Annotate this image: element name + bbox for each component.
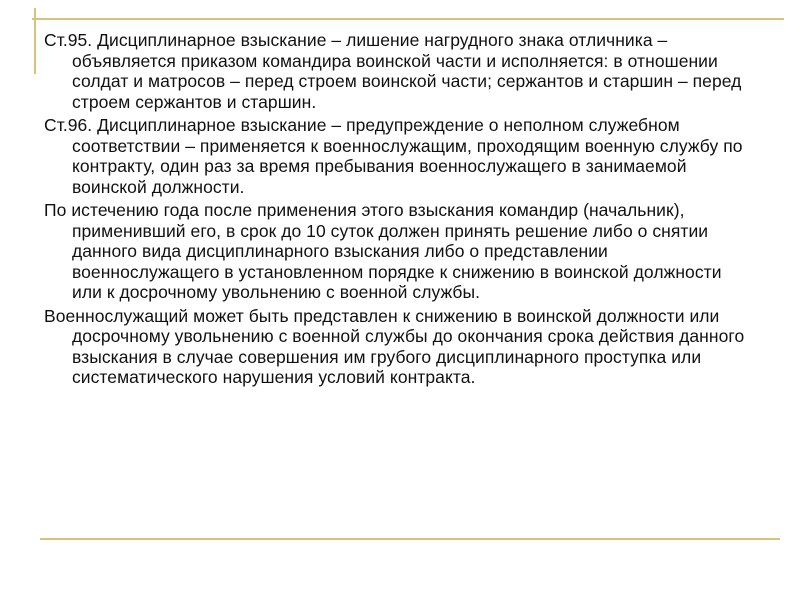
top-rule [32,18,784,20]
paragraph-art-95: Ст.95. Дисциплинарное взыскание – лишение нагрудного знака отличника – объявляется приказом командира воинской части и исполняется: в отношении солдат и матросов – перед строем воинской части; сержантов и старшин – перед строем сержантов и старшин. [44,30,742,112]
slide-content [44,30,756,388]
paragraph-demotion: Военнослужащий может быть представлен к снижению в воинской должности или досрочному увольнению с военной службы до окончания срока действия данного взыскания в случае совершения им грубого дисциплинарного проступка или систематического нарушения условий контракта. [44,305,745,387]
paragraph-after-year: По истечению года после применения этого взыскания командир (начальник), применивший его, в срок до 10 суток должен принять решение либо о снятии данного вида дисциплинарного взыскания либо о представлении военнослужащего в установленном порядке к снижению в воинской должности или к досрочному увольнению с военной службы. [44,200,722,302]
paragraph-art-96: Ст.96. Дисциплинарное взыскание – предупреждение о неполном служебном соответствии – применяется к военнослужащим, проходящим военную службу по контракту, один раз за время пребывания военнослужащего в занимаемой воинской должности. [44,115,743,197]
left-rule [34,8,36,74]
bottom-rule [40,538,780,540]
